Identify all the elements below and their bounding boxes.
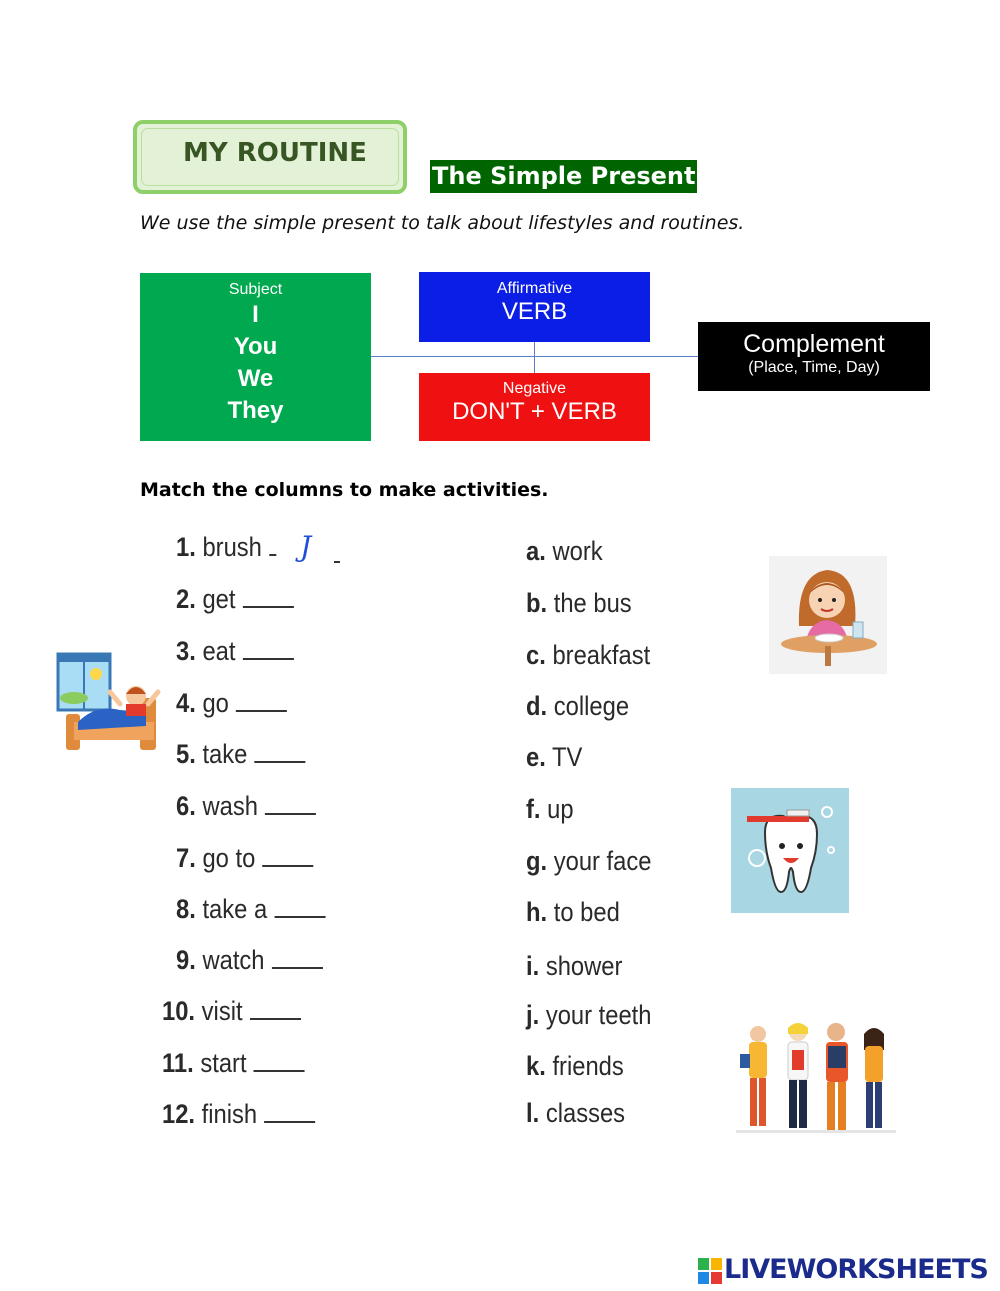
pronoun-i: I (252, 301, 259, 328)
item-letter: d. (526, 691, 548, 721)
negative-value: DON'T + VERB (452, 398, 617, 425)
item-number: 2. (176, 584, 196, 614)
item-text: college (553, 691, 630, 721)
complement-box (698, 322, 930, 391)
item-text: work (552, 536, 603, 566)
item-number: 12. (162, 1099, 196, 1129)
item-letter: l. (526, 1098, 540, 1128)
item-number: 7. (176, 843, 196, 873)
students-walking-icon (736, 1020, 896, 1142)
item-letter: c. (526, 640, 546, 670)
item-number: 5. (176, 739, 196, 769)
right-item-h (526, 897, 620, 928)
page-title: MY ROUTINE (183, 138, 367, 168)
negative-label: Negative (502, 380, 567, 397)
item-text: breakfast (552, 640, 651, 670)
answer-blank[interactable] (254, 741, 305, 763)
item-text: visit (201, 996, 243, 1026)
affirmative-label: Affirmative (496, 280, 573, 297)
answer-blank[interactable] (272, 947, 323, 969)
left-item-2 (176, 584, 294, 615)
pronoun-you: You (233, 333, 278, 360)
brand-footer (698, 1254, 988, 1285)
right-item-f (526, 794, 574, 825)
item-number: 4. (176, 688, 196, 718)
item-number: 3. (176, 636, 196, 666)
intro-text: We use the simple present to talk about lifestyles and routines. (140, 212, 745, 234)
left-item-3 (176, 636, 294, 667)
item-text: take a (202, 894, 268, 924)
item-number: 11. (162, 1048, 194, 1078)
item-letter: h. (526, 897, 548, 927)
left-item-6 (176, 791, 316, 822)
answer-1-handwritten[interactable]: J (300, 530, 312, 563)
page-subtitle: The Simple Present (430, 160, 697, 193)
item-text: finish (201, 1099, 258, 1129)
answer-blank[interactable] (254, 1050, 305, 1072)
left-item-10 (162, 996, 301, 1027)
subject-label: Subject (228, 281, 283, 298)
item-text: brush (202, 532, 262, 562)
item-number: 1. (176, 532, 196, 562)
left-item-4 (176, 688, 287, 719)
item-number: 10. (162, 996, 196, 1026)
answer-blank[interactable] (236, 690, 287, 712)
right-item-g (526, 846, 651, 877)
pronoun-they: They (227, 397, 284, 424)
item-text: start (200, 1048, 247, 1078)
liveworksheets-logo-icon (698, 1258, 722, 1284)
answer-blank[interactable] (265, 793, 316, 815)
item-number: 9. (176, 945, 196, 975)
right-item-j (526, 1000, 651, 1031)
right-item-c (526, 640, 650, 671)
item-letter: k. (526, 1051, 546, 1081)
item-text: the bus (553, 588, 632, 618)
item-text: wash (202, 791, 258, 821)
left-item-1 (176, 532, 276, 563)
item-letter: f. (526, 794, 541, 824)
subject-box (140, 273, 371, 441)
left-item-5 (176, 739, 305, 770)
item-text: friends (552, 1051, 624, 1081)
right-item-d (526, 691, 629, 722)
item-letter: j. (526, 1000, 540, 1030)
right-item-l (526, 1098, 625, 1129)
left-item-11 (162, 1048, 305, 1079)
right-item-k (526, 1051, 624, 1082)
complement-detail: (Place, Time, Day) (748, 359, 880, 376)
answer-blank[interactable] (243, 586, 294, 608)
item-text: watch (202, 945, 265, 975)
item-text: your face (553, 846, 652, 876)
item-letter: i. (526, 951, 540, 981)
answer-blank[interactable] (269, 534, 276, 556)
answer-blank[interactable] (274, 896, 325, 918)
exercise-instructions: Match the columns to make activities. (140, 479, 549, 501)
answer-blank[interactable] (250, 998, 301, 1020)
right-item-i (526, 951, 622, 982)
item-text: to bed (553, 897, 620, 927)
student-2 (788, 1023, 808, 1128)
connector-vertical (534, 342, 535, 373)
item-letter: a. (526, 536, 546, 566)
item-text: eat (202, 636, 236, 666)
brand-name: LIVEWORKSHEETS (724, 1254, 988, 1285)
bed-waking-icon (56, 652, 162, 756)
right-item-e (526, 742, 582, 773)
negative-box (419, 373, 650, 441)
pronoun-we: We (237, 365, 274, 392)
item-text: classes (545, 1098, 626, 1128)
item-number: 8. (176, 894, 196, 924)
item-text: up (547, 794, 574, 824)
left-item-8 (176, 894, 325, 925)
student-4 (864, 1028, 884, 1128)
answer-blank[interactable] (262, 845, 313, 867)
item-text: go to (202, 843, 256, 873)
left-item-7 (176, 843, 313, 874)
item-text: get (202, 584, 236, 614)
item-letter: e. (526, 742, 546, 772)
answer-blank[interactable] (264, 1101, 315, 1123)
item-text: go (202, 688, 229, 718)
affirmative-box (419, 272, 650, 342)
item-text: shower (545, 951, 623, 981)
item-letter: b. (526, 588, 548, 618)
answer-blank-tail (334, 561, 340, 563)
item-text: take (202, 739, 248, 769)
affirmative-value: VERB (501, 298, 568, 325)
answer-blank[interactable] (243, 638, 294, 660)
girl-breakfast-icon (769, 556, 887, 674)
item-text: your teeth (545, 1000, 652, 1030)
item-letter: g. (526, 846, 548, 876)
student-1 (740, 1026, 767, 1126)
complement-label: Complement (743, 330, 885, 358)
right-item-a (526, 536, 603, 567)
left-item-12 (162, 1099, 315, 1130)
right-item-b (526, 588, 632, 619)
tooth-brushing-icon (731, 788, 849, 913)
title-banner (133, 120, 407, 194)
left-item-9 (176, 945, 323, 976)
item-text: TV (552, 742, 583, 772)
student-3 (826, 1023, 848, 1130)
item-number: 6. (176, 791, 196, 821)
